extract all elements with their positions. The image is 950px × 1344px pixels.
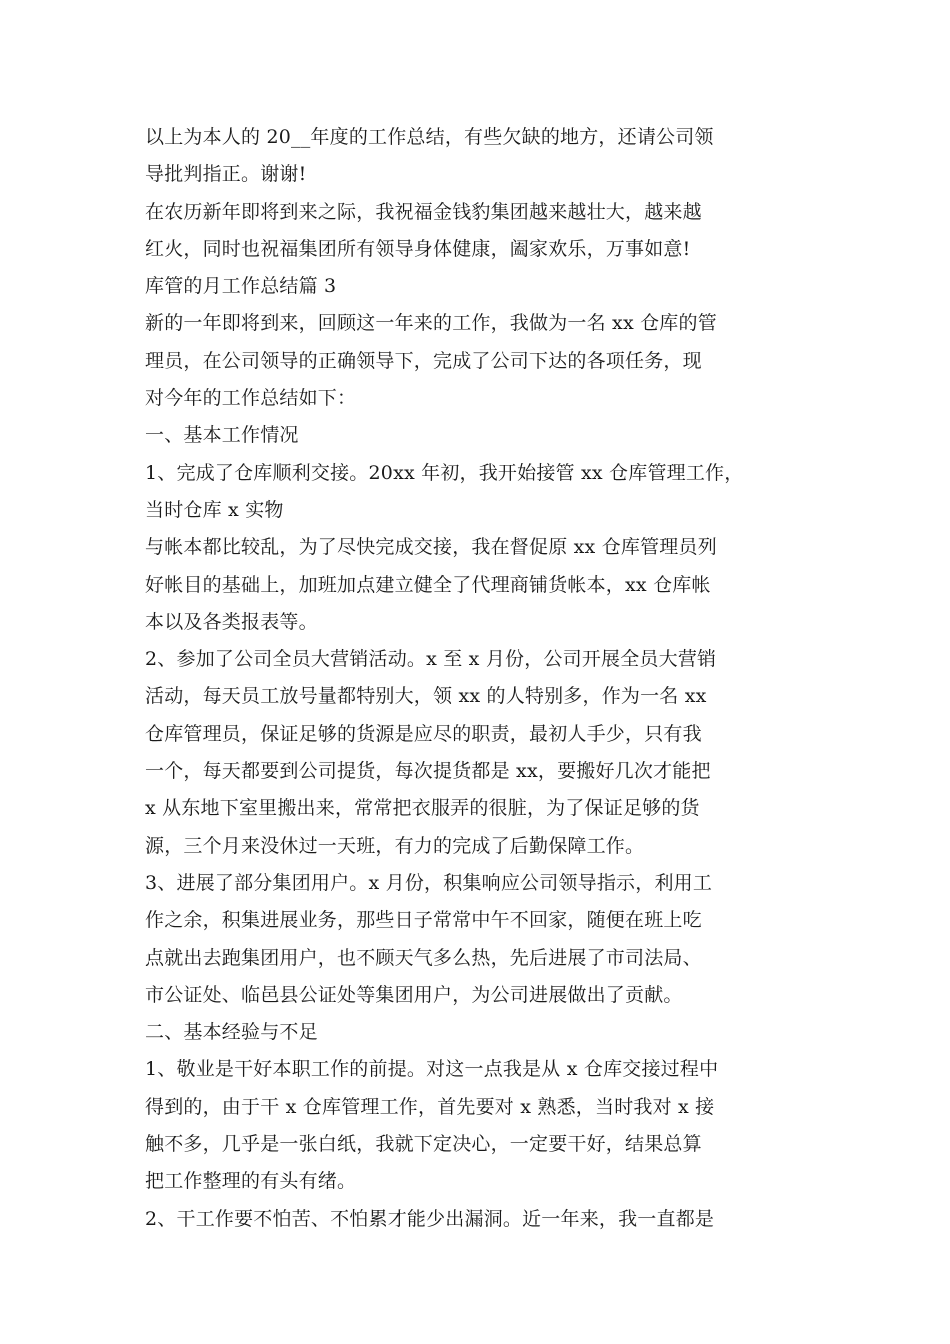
text-line: 红火，同时也祝福集团所有领导身体健康，阖家欢乐，万事如意!	[145, 237, 691, 260]
text-line: 得到的，由于干 x 仓库管理工作，首先要对 x 熟悉，当时我对 x 接	[145, 1095, 715, 1118]
text-line: 2、干工作要不怕苦、不怕累才能少出漏洞。近一年来，我一直都是	[145, 1207, 715, 1230]
text-line: 理员，在公司领导的正确领导下，完成了公司下达的各项任务，现	[145, 349, 702, 372]
text-line: 好帐目的基础上，加班加点建立健全了代理商铺货帐本，xx 仓库帐	[145, 573, 711, 596]
text-line: 仓库管理员，保证足够的货源是应尽的职责，最初人手少，只有我	[145, 722, 702, 745]
text-line: 一个，每天都要到公司提货，每次提货都是 xx，要搬好几次才能把	[145, 760, 711, 783]
text-line: 活动，每天员工放号量都特别大，领 xx 的人特别多，作为一名 xx	[145, 685, 707, 708]
text-line: 当时仓库 x 实物	[145, 498, 284, 521]
text-line: 本以及各类报表等。	[145, 610, 318, 633]
section-title: 库管的月工作总结篇 3	[145, 275, 337, 298]
text-line: 触不多，几乎是一张白纸，我就下定决心，一定要干好，结果总算	[145, 1133, 702, 1156]
text-line: 作之余，积集进展业务，那些日子常常中午不回家，随便在班上吃	[145, 909, 702, 932]
text-line: 源，三个月来没休过一天班，有力的完成了后勤保障工作。	[145, 834, 645, 857]
text-line: 导批判指正。谢谢!	[145, 163, 307, 186]
text-line: 1、完成了仓库顺利交接。20xx 年初，我开始接管 xx 仓库管理工作，	[145, 461, 744, 484]
text-line: 新的一年即将到来，回顾这一年来的工作，我做为一名 xx 仓库的管	[145, 312, 717, 335]
section-heading: 一、基本工作情况	[145, 424, 299, 447]
text-line: 3、进展了部分集团用户。x 月份，积集响应公司领导指示，利用工	[145, 871, 713, 894]
text-line: 把工作整理的有头有绪。	[145, 1170, 357, 1193]
text-line: 与帐本都比较乱，为了尽快完成交接，我在督促原 xx 仓库管理员列	[145, 536, 717, 559]
text-line: x 从东地下室里搬出来，常常把衣服弄的很脏，为了保证足够的货	[145, 797, 700, 820]
text-line: 2、参加了公司全员大营销活动。x 至 x 月份，公司开展全员大营销	[145, 648, 717, 671]
document-body	[145, 119, 815, 1238]
text-line: 以上为本人的 20__年度的工作总结，有些欠缺的地方，还请公司领	[145, 126, 714, 148]
text-line: 在农历新年即将到来之际，我祝福金钱豹集团越来越壮大，越来越	[145, 200, 702, 223]
text-line: 1、敬业是干好本职工作的前提。对这一点我是从 x 仓库交接过程中	[145, 1058, 719, 1081]
section-heading: 二、基本经验与不足	[145, 1021, 318, 1044]
text-line: 点就出去跑集团用户，也不顾天气多么热，先后进展了市司法局、	[145, 946, 702, 969]
text-line: 对今年的工作总结如下：	[145, 387, 357, 410]
text-line: 市公证处、临邑县公证处等集团用户，为公司进展做出了贡献。	[145, 983, 683, 1006]
